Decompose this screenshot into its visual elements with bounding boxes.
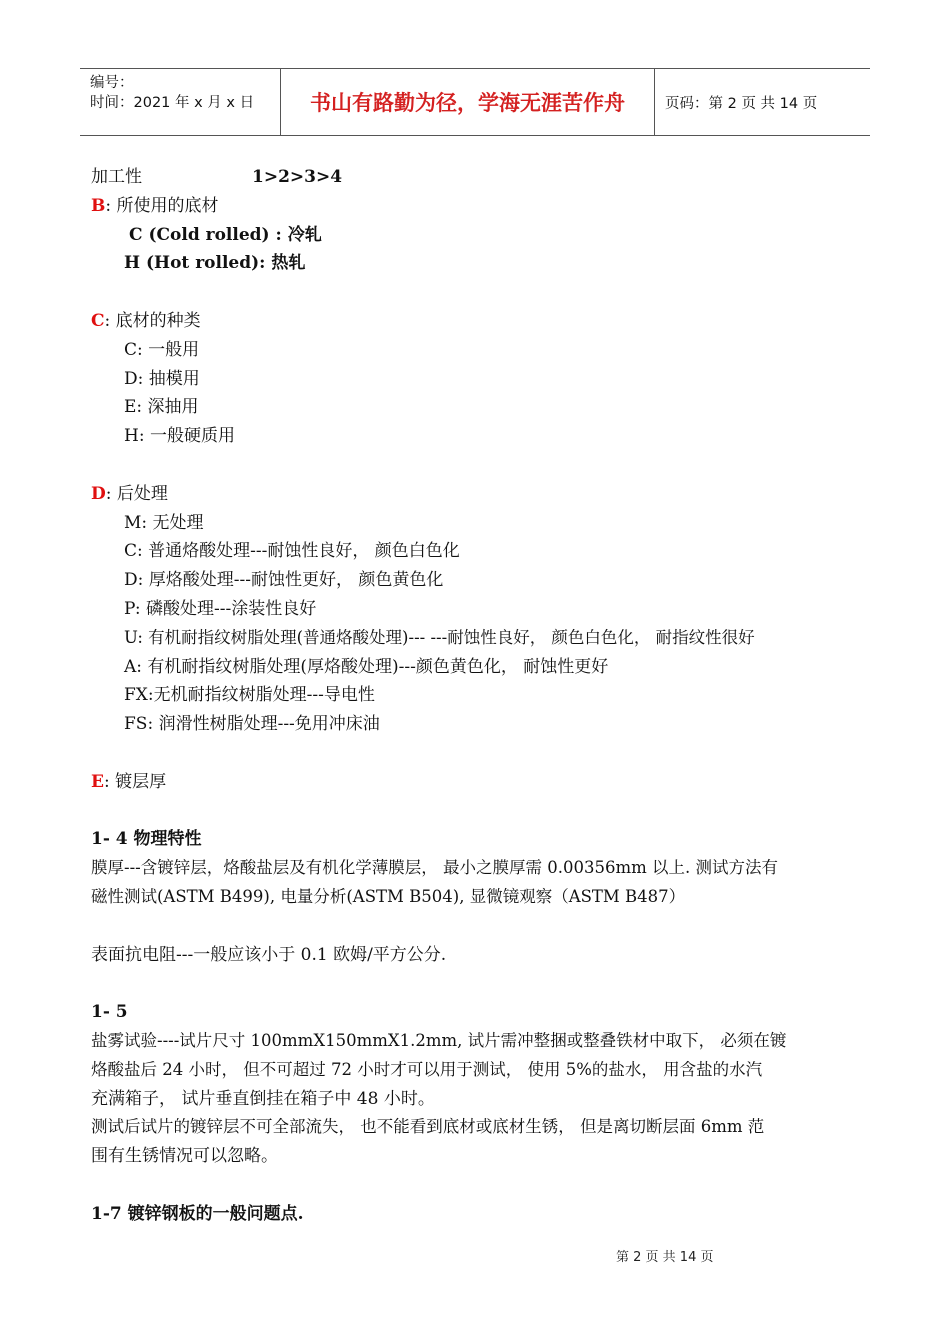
section-e-letter: E: [91, 771, 104, 792]
section-1-7-title: 1-7 镀锌钢板的一般问题点.: [91, 1203, 304, 1224]
list-item: C: 普通烙酸处理---耐蚀性良好， 颜色白色化: [124, 541, 460, 562]
header-date-label: 时间：2021 年 x 月 x 日: [90, 95, 255, 111]
section-e-heading: [91, 768, 881, 797]
base-material-h: H (Hot rolled): 热轧: [124, 253, 306, 274]
document-body: [91, 163, 881, 1228]
section-b-title: : 所使用的底材: [105, 195, 219, 216]
header-number-label: 编号：: [90, 75, 134, 91]
paragraph-line: 烙酸盐后 24 小时， 但不可超过 72 小时才可以用于测试， 使用 5%的盐水， 用含盐的水汽: [91, 1059, 763, 1079]
list-item: M: 无处理: [124, 512, 204, 533]
header-meta: [80, 69, 281, 135]
list-item: A: 有机耐指纹树脂处理(厚烙酸处理)---颜色黄色化， 耐蚀性更好: [124, 656, 609, 677]
section-d-title: : 后处理: [105, 483, 168, 504]
base-material-c: C (Cold rolled) : 冷轧: [129, 224, 322, 245]
section-1-4-title: 1- 4 物理特性: [91, 829, 202, 850]
list-item: H: 一般硬质用: [124, 426, 235, 447]
section-d-letter: D: [91, 483, 106, 504]
section-e-title: : 镀层厚: [103, 771, 167, 792]
section-c-letter: C: [91, 310, 105, 331]
section-c-heading: [91, 307, 881, 336]
paragraph-line: 表面抗电阻---一般应该小于 0.1 欧姆/平方公分.: [91, 944, 447, 965]
list-item: FX:无机耐指纹树脂处理---导电性: [124, 685, 375, 706]
paragraph-line: 围有生锈情况可以忽略。: [91, 1146, 278, 1167]
processability-order: 1>2>3>4: [252, 167, 343, 187]
processability-line: [91, 163, 881, 192]
section-b-heading: [91, 192, 881, 221]
header-page-info: 页码：第 2 页 共 14 页: [665, 95, 818, 112]
footer-page-number: 第 2 页 共 14 页: [616, 1250, 714, 1265]
section-c-title: : 底材的种类: [104, 310, 201, 331]
paragraph-line: 膜厚---含镀锌层，烙酸盐层及有机化学薄膜层， 最小之膜厚需 0.00356mm 以上. 测试方法有: [91, 858, 778, 878]
list-item: E: 深抽用: [124, 397, 199, 418]
list-item: C: 一般用: [124, 339, 200, 360]
list-item: D: 抽模用: [124, 368, 200, 389]
section-1-5-title: 1- 5: [91, 1002, 128, 1023]
section-d-heading: [91, 480, 881, 509]
list-item: U: 有机耐指纹树脂处理(普通烙酸处理)--- ---耐蚀性良好， 颜色白色化， 耐指纹性很好: [124, 627, 755, 647]
header-motto: 书山有路勤为径，学海无涯苦作舟: [281, 69, 655, 135]
paragraph-line: 磁性测试(ASTM B499), 电量分析(ASTM B504), 显微镜观察（ASTM B487）: [91, 886, 686, 906]
paragraph-line: 测试后试片的镀锌层不可全部流失， 也不能看到底材或底材生锈， 但是离切断层面 6mm 范: [91, 1117, 765, 1137]
section-b-letter: B: [91, 195, 106, 216]
list-item: FS: 润滑性树脂处理---免用冲床油: [124, 714, 380, 735]
page-header: [80, 68, 870, 136]
paragraph-line: 盐雾试验----试片尺寸 100mmX150mmX1.2mm, 试片需冲整捆或整叠铁材中取下， 必须在镀: [91, 1030, 787, 1050]
processability-label: 加工性: [91, 167, 142, 187]
paragraph-line: 充满箱子， 试片垂直倒挂在箱子中 48 小时。: [91, 1088, 435, 1109]
list-item: P: 磷酸处理---涂装性良好: [124, 598, 317, 619]
list-item: D: 厚烙酸处理---耐蚀性更好， 颜色黄色化: [124, 570, 444, 591]
